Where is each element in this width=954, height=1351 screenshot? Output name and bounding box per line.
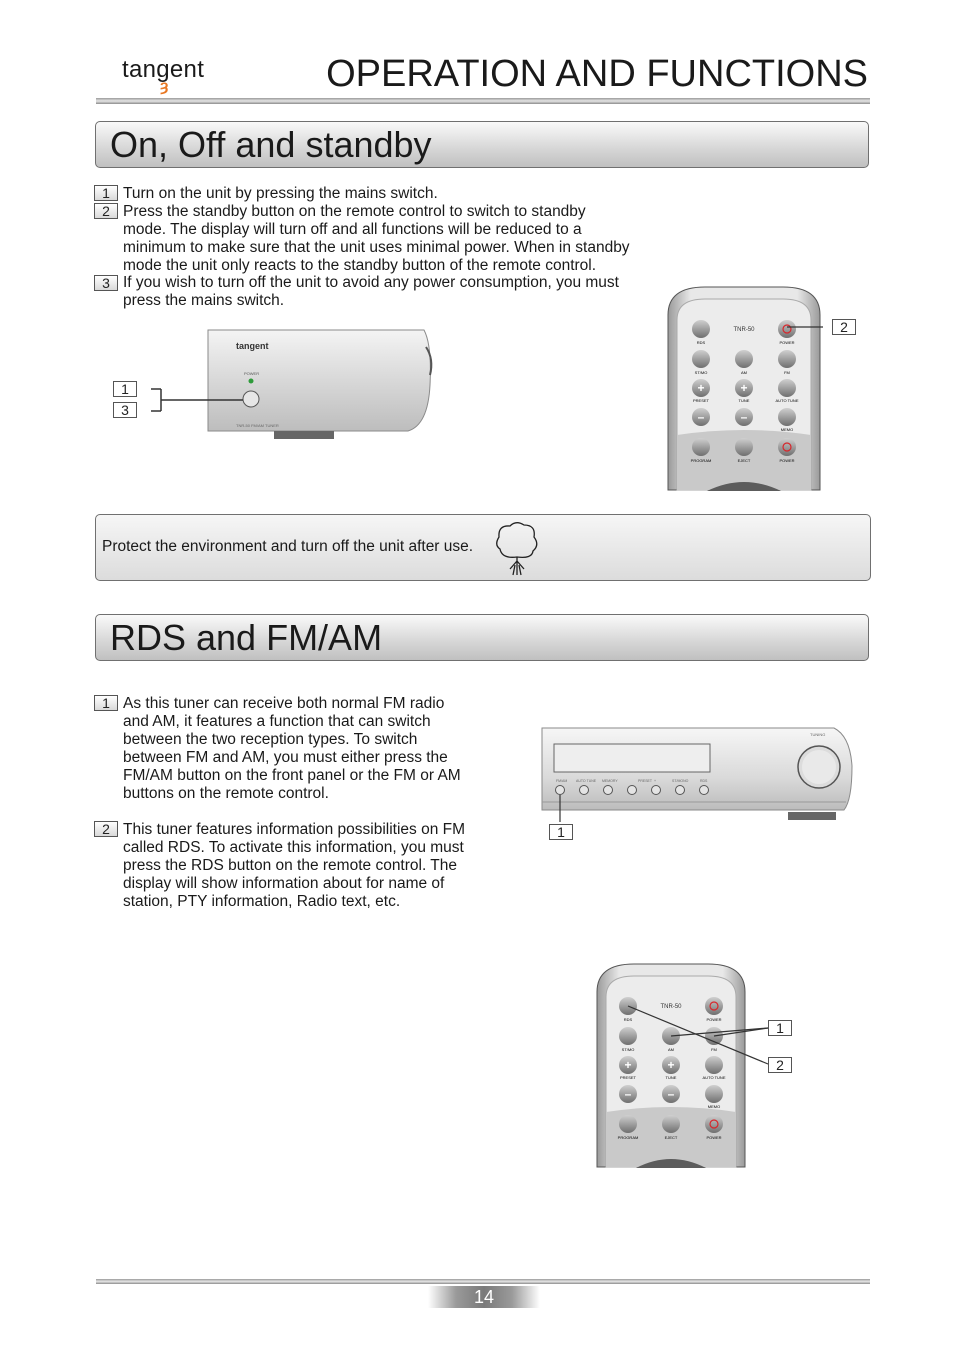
fmam-button bbox=[556, 786, 565, 795]
svg-text:RDS: RDS bbox=[700, 779, 708, 783]
page-number: 14 bbox=[473, 1287, 495, 1307]
step-badge: 2 bbox=[94, 203, 118, 219]
brand-logo: tangent bbox=[122, 56, 205, 83]
step-text: If you wish to turn off the unit to avoid any power consumption, you must press the mains switch. bbox=[123, 274, 619, 309]
step-badge: 1 bbox=[94, 695, 118, 711]
section-header-standby bbox=[95, 121, 869, 168]
page-number-tab bbox=[428, 1286, 540, 1308]
front-brand: tangent bbox=[236, 341, 269, 351]
svg-text:AUTO TUNE: AUTO TUNE bbox=[702, 1075, 726, 1080]
stmo-button bbox=[619, 1027, 637, 1045]
tree-icon bbox=[494, 521, 540, 577]
tuning-label: TUNING bbox=[810, 732, 826, 737]
environment-note bbox=[95, 514, 871, 581]
plus-icon: + bbox=[697, 381, 705, 395]
callout-label: 2 bbox=[832, 319, 856, 335]
program-button bbox=[619, 1115, 637, 1133]
fm-button bbox=[778, 350, 796, 368]
stmo-button bbox=[692, 350, 710, 368]
power-label: POWER bbox=[244, 371, 260, 376]
auto-tune-button bbox=[778, 379, 796, 397]
plus-icon: + bbox=[624, 1058, 632, 1072]
svg-text:PRESET: PRESET bbox=[692, 398, 710, 403]
remote-control-illustration bbox=[665, 285, 823, 491]
svg-text:MEMO: MEMO bbox=[780, 427, 794, 432]
callout-label: 2 bbox=[768, 1057, 792, 1073]
tuner-panel-illustration bbox=[538, 726, 856, 822]
svg-text:MEMO: MEMO bbox=[707, 1104, 721, 1109]
power-button bbox=[705, 997, 723, 1015]
step-text: Turn on the unit by pressing the mains switch. bbox=[123, 185, 438, 202]
svg-text:EJECT: EJECT bbox=[737, 458, 751, 463]
model-caption: TNR-50 FM/AM TUNER bbox=[236, 423, 279, 428]
svg-text:PRESET: PRESET bbox=[638, 779, 653, 783]
minus-icon: – bbox=[624, 1087, 632, 1101]
svg-text:ST/MO: ST/MO bbox=[621, 1047, 635, 1052]
power-bottom-button bbox=[778, 438, 796, 456]
svg-text:ST/MO: ST/MO bbox=[694, 370, 708, 375]
program-button bbox=[692, 438, 710, 456]
svg-text:FM: FM bbox=[784, 370, 790, 375]
remote-control-illustration-2 bbox=[594, 962, 794, 1168]
step-text: As this tuner can receive both normal FM radio and AM, it features a function that can switch between the two reception types. To switch between FM and AM, you must either press the FM/AM button on the front panel or the FM or AM buttons on the remote control. bbox=[123, 695, 461, 802]
svg-text:RDS: RDS bbox=[623, 1017, 633, 1022]
svg-text:ST/MONO: ST/MONO bbox=[672, 779, 689, 783]
svg-text:FM/AM: FM/AM bbox=[556, 779, 568, 783]
callout-label: 1 bbox=[113, 381, 137, 397]
section-header-rds bbox=[95, 614, 869, 661]
svg-text:PROGRAM: PROGRAM bbox=[690, 458, 712, 463]
minus-icon: – bbox=[667, 1087, 675, 1101]
power-bottom-button bbox=[705, 1115, 723, 1133]
eject-button bbox=[662, 1115, 680, 1133]
minus-icon: – bbox=[697, 410, 705, 424]
power-led-icon bbox=[249, 379, 254, 384]
svg-text:TUNE: TUNE bbox=[665, 1075, 677, 1080]
minus-icon: – bbox=[740, 410, 748, 424]
auto-tune-button bbox=[705, 1056, 723, 1074]
svg-text:TNR-50: TNR-50 bbox=[733, 327, 755, 333]
plus-icon: + bbox=[740, 381, 748, 395]
svg-text:AM: AM bbox=[668, 1047, 674, 1052]
footer-rule bbox=[96, 1279, 870, 1284]
rds-button bbox=[692, 320, 710, 338]
callout-label: 1 bbox=[768, 1020, 792, 1036]
eject-button bbox=[735, 438, 753, 456]
plus-icon: + bbox=[667, 1058, 675, 1072]
step-text: This tuner features information possibilities on FM called RDS. To activate this information, you must press the RDS button on the remote control. The display will show information about for name of station, PTY information, Radio text, etc. bbox=[123, 821, 466, 910]
svg-text:MEMORY: MEMORY bbox=[602, 779, 618, 783]
step-badge: 1 bbox=[94, 185, 118, 201]
svg-text:TNR-50: TNR-50 bbox=[660, 1004, 682, 1010]
page-title: OPERATION AND FUNCTIONS bbox=[326, 53, 868, 95]
svg-text:POWER: POWER bbox=[706, 1017, 722, 1022]
svg-text:AM: AM bbox=[741, 370, 747, 375]
section-title: On, Off and standby bbox=[110, 124, 432, 165]
foot bbox=[274, 431, 334, 439]
svg-text:POWER: POWER bbox=[706, 1135, 722, 1140]
svg-text:POWER: POWER bbox=[779, 458, 795, 463]
header-rule bbox=[96, 98, 870, 104]
svg-text:+: + bbox=[654, 779, 657, 783]
memo-button bbox=[705, 1085, 723, 1103]
step-badge: 2 bbox=[94, 821, 118, 837]
svg-text:FM: FM bbox=[711, 1047, 717, 1052]
mains-switch bbox=[243, 391, 259, 407]
step-text: Press the standby button on the remote control to switch to standby mode. The display will turn off and all functions will be reduced to a minimum to make sure that the unit uses minimal power. When in standby mode the unit only reacts to the standby button of the remote control. bbox=[123, 203, 630, 274]
svg-text:PROGRAM: PROGRAM bbox=[617, 1135, 639, 1140]
section-title: RDS and FM/AM bbox=[110, 617, 383, 658]
step-badge: 3 bbox=[94, 275, 118, 291]
svg-text:EJECT: EJECT bbox=[664, 1135, 678, 1140]
memo-button bbox=[778, 408, 796, 426]
tuner-front-illustration bbox=[112, 325, 442, 445]
svg-text:PRESET: PRESET bbox=[619, 1075, 637, 1080]
am-button bbox=[735, 350, 753, 368]
logo-mark-icon: ȝ bbox=[160, 78, 169, 95]
note-text: Protect the environment and turn off the unit after use. bbox=[102, 538, 474, 555]
svg-text:RDS: RDS bbox=[696, 340, 706, 345]
foot bbox=[788, 812, 836, 820]
svg-text:AUTO TUNE: AUTO TUNE bbox=[576, 779, 597, 783]
svg-text:POWER: POWER bbox=[779, 340, 795, 345]
display-window bbox=[554, 744, 710, 772]
callout-label: 1 bbox=[549, 824, 573, 840]
svg-text:AUTO TUNE: AUTO TUNE bbox=[775, 398, 799, 403]
svg-text:TUNE: TUNE bbox=[738, 398, 750, 403]
power-button bbox=[778, 320, 796, 338]
callout-label: 3 bbox=[113, 402, 137, 418]
